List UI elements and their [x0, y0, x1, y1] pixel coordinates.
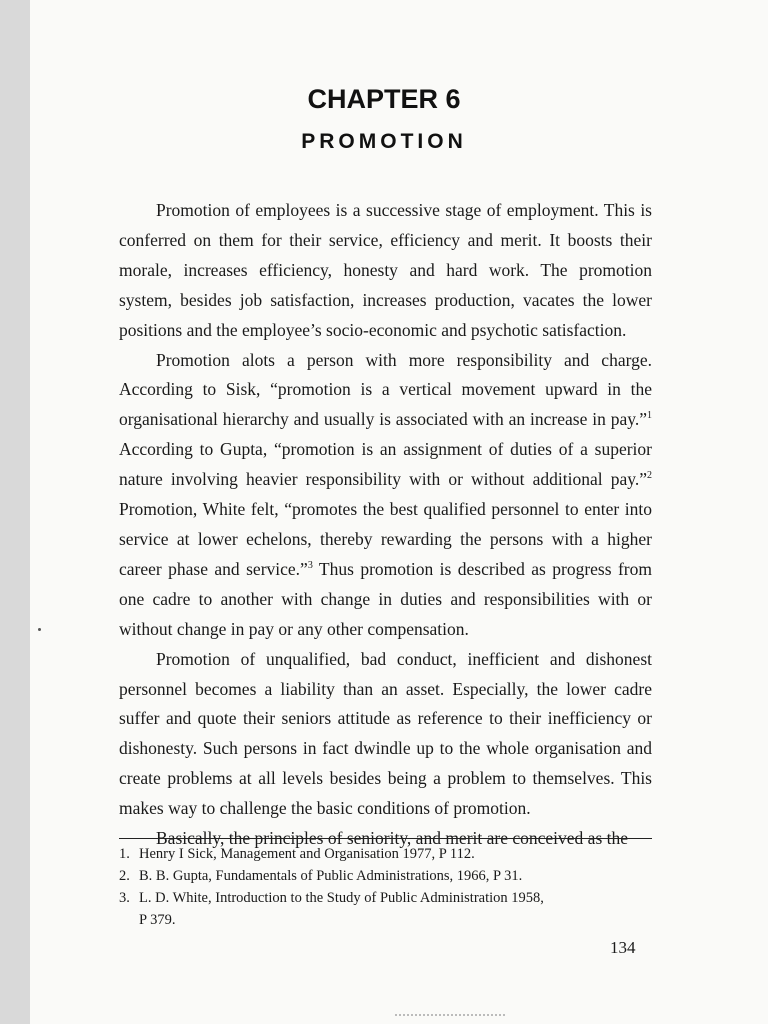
footnotes-list [119, 843, 659, 931]
footnote-continuation [119, 909, 659, 931]
paragraph-2-part-c: Promotion, White felt, “promotes the best qualified personnel to enter into service at lower echelons, thereby rewarding the persons with a higher career phase and service.” [119, 499, 652, 579]
footnote-number: 3. [119, 890, 130, 906]
footnote-item [119, 865, 659, 887]
footnote-text-continued: P 379. [139, 912, 176, 928]
footnote-ref-1: 1 [647, 410, 652, 422]
chapter-title: PROMOTION [301, 130, 467, 153]
paragraph-2 [119, 346, 652, 645]
scan-speck [38, 628, 41, 631]
footnote-text: Henry I Sick, Management and Organisation 1977, P 112. [139, 846, 475, 862]
footnote-text: B. B. Gupta, Fundamentals of Public Administrations, 1966, P 31. [139, 868, 523, 884]
footnote-ref-3: 3 [307, 560, 313, 572]
footnote-item [119, 843, 659, 865]
paragraph-1: Promotion of employees is a successive stage of employment. This is conferred on them for their service, efficiency and merit. It boosts their morale, increases efficiency, honesty and hard work. The promotion system, besides job satisfaction, increases production, vacates the lower positions and the employee’s socio-economic and psychotic satisfaction. [119, 200, 652, 340]
footnote-divider [119, 838, 652, 839]
footnote-ref-2: 2 [647, 470, 652, 482]
footnote-item [119, 887, 659, 909]
paragraph-4: Basically, the principles of seniority, and merit are conceived as the [156, 828, 629, 849]
footnote-text: L. D. White, Introduction to the Study of Public Administration 1958, [139, 890, 544, 906]
paragraph-2-part-a: Promotion alots a person with more responsibility and charge. According to Sisk, “promotion is a vertical movement upward in the organisational hierarchy and usually is associated with an increase in pay.” [119, 349, 652, 430]
paragraph-2-part-b: According to Gupta, “promotion is an assignment of duties of a superior nature involving heavier responsibility with or without additional pay.” [119, 439, 652, 490]
chapter-heading: CHAPTER 6 [307, 84, 461, 114]
paragraph-3: Promotion of unqualified, bad conduct, inefficient and dishonest personnel becomes a liability than an asset. Especially, the lower cadre suffer and quote their seniors attitude as reference to their inefficiency or dishonesty. Such persons in fact dwindle up to the whole organisation and create problems at all levels besides being a problem to themselves. This makes way to challenge the basic conditions of promotion. [119, 648, 652, 819]
body-text [119, 196, 652, 854]
paragraph-2-part-d: Thus promotion is described as progress from one cadre to another with change in duties and responsibilities with or without change in pay or any other compensation. [119, 558, 652, 639]
footnote-number: 2. [119, 868, 130, 884]
page-number: 134 [610, 938, 636, 957]
scan-artifact-dots [395, 1014, 505, 1016]
footnote-number: 1. [119, 846, 130, 862]
